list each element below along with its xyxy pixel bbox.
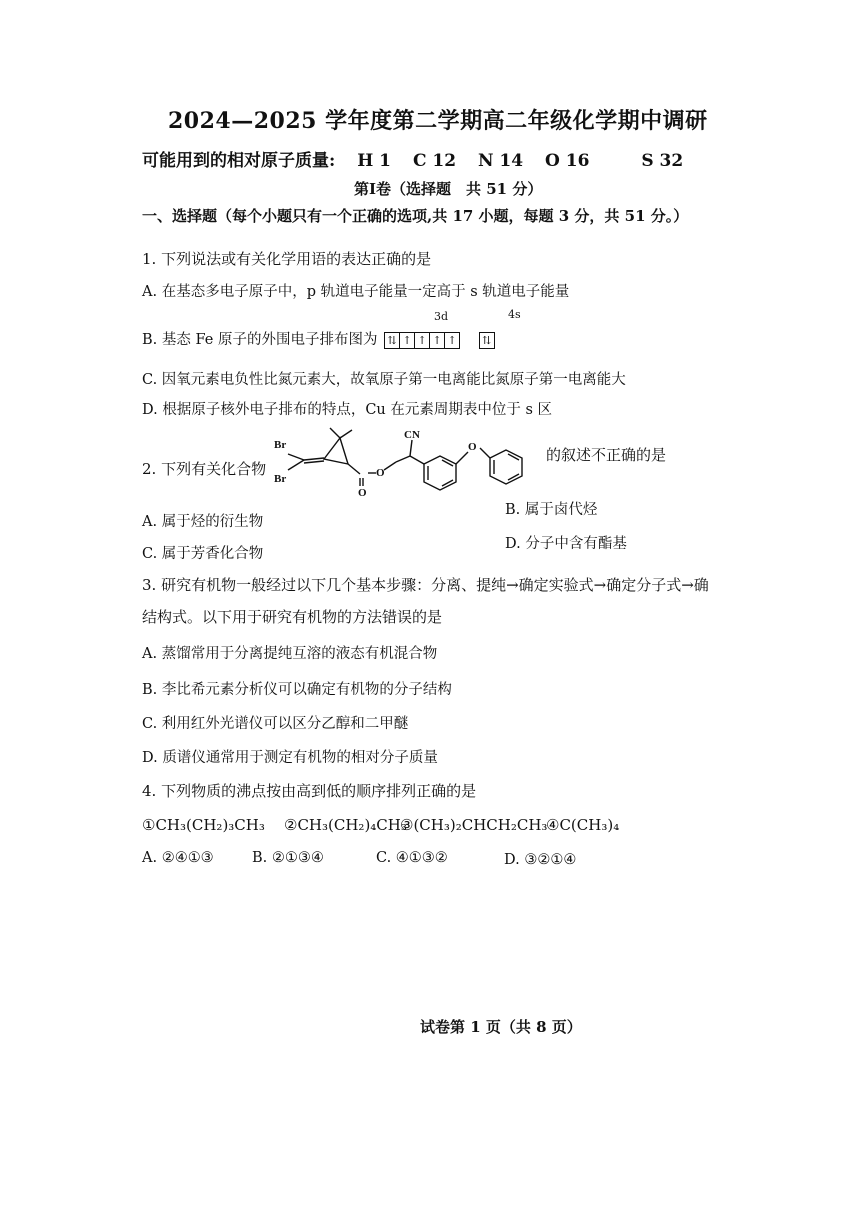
q4-option-d: D. ③②①④ xyxy=(504,852,577,868)
q2-option-c: C. 属于芳香化合物 xyxy=(142,546,264,562)
q3-option-a: A. 蒸馏常用于分离提纯互溶的液态有机混合物 xyxy=(142,646,438,662)
mass-s: S 32 xyxy=(641,151,684,171)
mass-h: H 1 xyxy=(357,151,392,171)
q3-option-d: D. 质谱仪通常用于测定有机物的相对分子质量 xyxy=(142,750,438,766)
q3-option-c: C. 利用红外光谱仪可以区分乙醇和二甲醚 xyxy=(142,716,409,732)
mass-n: N 14 xyxy=(477,151,524,171)
orbital-3d-boxes: ⇅ ↑ ↑ ↑ ↑ xyxy=(384,332,460,349)
q1-option-b-text: B. 基态 Fe 原子的外围电子排布图为 xyxy=(142,332,378,348)
q4-compound-4: ④C(CH₃)₄ xyxy=(546,816,620,834)
q1-option-d: D. 根据原子核外电子排布的特点，Cu 在元素周期表中位于 s 区 xyxy=(142,402,553,418)
exam-title: 2024—2025 学年度第二学期高二年级化学期中调研 xyxy=(168,108,708,134)
q1-option-c: C. 因氧元素电负性比氮元素大，故氧原子第一电离能比氮原子第一电离能大 xyxy=(142,372,626,388)
q2-option-a: A. 属于烃的衍生物 xyxy=(142,514,264,530)
part-heading: 一、选择题（每个小题只有一个正确的选项,共 17 小题，每题 3 分，共 51 分。） xyxy=(142,207,689,225)
section-title: 第Ⅰ卷（选择题 共 51 分） xyxy=(354,180,543,198)
mass-o: O 16 xyxy=(545,151,590,171)
q2-structure-diagram xyxy=(268,424,548,500)
q4-compound-3: ③(CH₃)₂CHCH₂CH₃ xyxy=(400,816,548,834)
q1-option-b xyxy=(142,328,495,349)
atomic-masses-label: 可能用到的相对原子质量: xyxy=(142,151,336,171)
orbital-4s-label: 4s xyxy=(508,308,521,321)
structure-ester-o: O xyxy=(376,467,385,479)
q2-stem-after: 的叙述不正确的是 xyxy=(546,446,667,464)
q4-compound-2: ②CH₃(CH₂)₄CH₃ xyxy=(284,816,407,834)
q2-option-b: B. 属于卤代烃 xyxy=(505,502,598,518)
structure-br-bottom: Br xyxy=(274,473,287,485)
q4-option-c: C. ④①③② xyxy=(376,850,448,866)
page-footer: 试卷第 1 页（共 8 页） xyxy=(420,1018,582,1036)
q4-compound-1: ①CH₃(CH₂)₃CH₃ xyxy=(142,816,265,834)
q3-stem-line2: 结构式。以下用于研究有机物的方法错误的是 xyxy=(142,608,443,626)
q3-option-b: B. 李比希元素分析仪可以确定有机物的分子结构 xyxy=(142,682,452,698)
q2-stem-before: 2. 下列有关化合物 xyxy=(142,460,267,478)
orbital-4s-box: ⇅ xyxy=(479,332,495,349)
mass-c: C 12 xyxy=(412,151,457,171)
q3-stem-line1: 3. 研究有机物一般经过以下几个基本步骤：分离、提纯→确定实验式→确定分子式→确 xyxy=(142,576,709,594)
q2-option-d: D. 分子中含有酯基 xyxy=(505,536,627,552)
structure-ether-o: O xyxy=(468,441,477,453)
q1-option-a: A. 在基态多电子原子中，p 轨道电子能量一定高于 s 轨道电子能量 xyxy=(142,284,570,300)
structure-cn: CN xyxy=(404,429,420,441)
orbital-3d-label: 3d xyxy=(434,310,449,323)
atomic-masses xyxy=(142,146,699,171)
q4-option-a: A. ②④①③ xyxy=(142,850,214,866)
structure-br-top: Br xyxy=(274,439,287,451)
structure-carbonyl-o: O xyxy=(358,487,367,499)
q1-stem: 1. 下列说法或有关化学用语的表达正确的是 xyxy=(142,250,432,268)
q4-option-b: B. ②①③④ xyxy=(252,850,324,866)
q4-stem: 4. 下列物质的沸点按由高到低的顺序排列正确的是 xyxy=(142,782,477,800)
